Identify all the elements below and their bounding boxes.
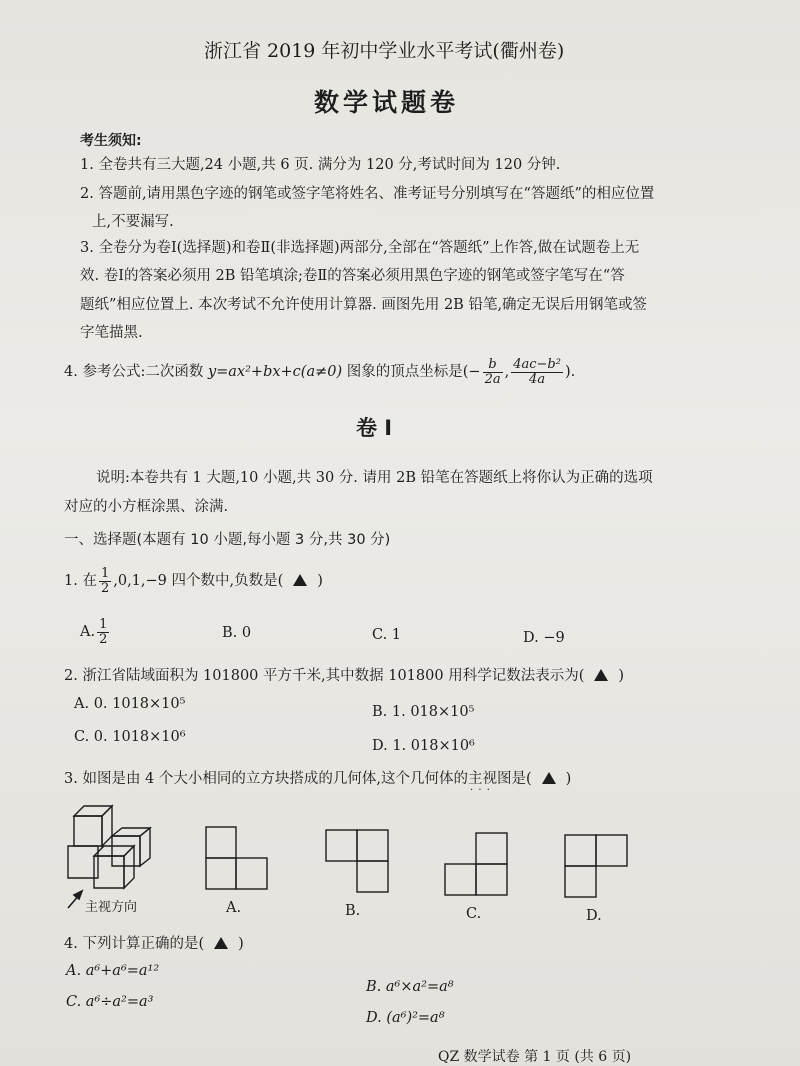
q4-stem-text: 4. 下列计算正确的是( [64,936,205,952]
cube-face [112,836,140,866]
section-description-line-2: 对应的小方框涂黑、涂满. [64,499,229,515]
notice-heading: 考生须知: [80,133,142,149]
cube-face [124,846,134,888]
q4-option-a[interactable]: A. a⁶+a⁶=a¹² [66,963,160,979]
answer-blank-triangle-icon [293,574,307,586]
square-cell [445,864,476,895]
notice-item-3-line-1: 3. 全卷分为卷Ⅰ(选择题)和卷Ⅱ(非选择题)两部分,全部在“答题纸”上作答,做在试题卷上无 [80,240,640,256]
q1-option-b[interactable]: B. 0 [222,625,252,641]
q3-close: ) [565,771,572,787]
view-direction-label: 主视方向 [85,900,138,915]
square-cell [206,827,236,858]
q1-fraction-denominator: 2 [100,580,110,596]
fraction-2-denominator: 4a [529,371,546,387]
q1-option-a-fraction [97,618,109,646]
q3-option-d-figure[interactable] [564,834,634,904]
q1-fraction [99,567,111,595]
q3-option-c-label: C. [466,906,482,922]
direction-arrow-head [74,891,82,899]
q4-close: ) [238,936,244,952]
section-description-line-1 [96,470,653,487]
q3-stem-text-a: 3. 如图是由 4 个大小相同的立方块搭成的几何体,这个几何体的 [64,771,468,787]
formula-prefix: 4. 参考公式:二次函数 [64,364,204,381]
q1-close: ) [317,573,323,590]
q3-stem-text-b: 是( [511,771,532,787]
notice-item-4: 4. 参考公式:二次函数 y=ax²+bx+c(a≠0) 图象的顶点坐标是(− $\frac{b}{2a}$ , $\frac{\text{4ac−b²}}{4a}$ ). [64,357,576,387]
cube-solid-figure [60,800,160,910]
question-2-stem [64,668,624,685]
formula-function: y=ax²+bx+c(a≠0) [207,364,343,381]
q3-option-b-label: B. [345,903,361,919]
q3-option-d-label: D. [586,908,602,924]
square-cell [357,830,388,861]
square-cell [476,864,507,895]
part-heading: 一、选择题(本题有 10 小题,每小题 3 分,共 30 分) [64,532,391,548]
q1-prefix: 1. 在 [64,573,97,590]
question-1-stem [64,567,323,595]
q3-option-a-figure[interactable] [205,826,275,896]
exam-title: 浙江省 2019 年初中学业水平考试(衢州卷) [204,40,565,62]
square-cell [357,861,388,892]
square-cell [565,866,596,897]
square-cell [596,835,627,866]
notice-item-1: 1. 全卷共有三大题,24 小题,共 6 页. 满分为 120 分,考试时间为 120 分钟. [80,157,561,173]
paper-title: 数学试题卷 [314,88,460,117]
square-cell [206,858,236,889]
q4-option-b[interactable]: B. a⁶×a²=a⁸ [366,979,454,995]
square-cell [326,830,357,861]
q2-option-a[interactable]: A. 0. 1018×10⁵ [74,696,186,712]
notice-item-3-line-4: 字笔描黑. [80,325,143,341]
q3-option-a-label: A. [226,900,242,916]
answer-blank-triangle-icon [214,937,228,949]
q2-close: ) [618,668,625,684]
cube-face [94,846,134,856]
notice-item-3-line-2: 效. 卷Ⅰ的答案必须用 2B 铅笔填涂;卷Ⅱ的答案必须用黑色字迹的钢笔或签字笔写在“答 [80,268,625,284]
fraction-1-denominator: 2a [484,371,501,387]
q1-option-a-label: A. [80,624,96,641]
q1-fraction-numerator: 1 [100,566,110,581]
fraction-2-numerator: 4ac−b² [513,357,561,372]
q4-option-d[interactable]: D. (a⁶)²=a⁸ [366,1010,445,1026]
formula-fraction-1 [483,358,503,386]
section-description-text: 说明:本卷共有 1 大题,10 小题,共 30 分. 请用 2B 铅笔在答题纸上将你认为正确的选项 [96,470,653,486]
cube-face [140,828,150,866]
formula-mid: 图象的顶点坐标是(− [346,364,481,381]
formula-end: ). [564,364,576,381]
q2-option-d[interactable]: D. 1. 018×10⁶ [372,738,475,754]
q2-option-b[interactable]: B. 1. 018×10⁵ [372,704,475,720]
q3-option-c-figure[interactable] [444,832,514,902]
section-title: 卷 Ⅰ [356,416,393,440]
q2-option-c[interactable]: C. 0. 1018×10⁶ [74,729,186,745]
square-cell [565,835,596,866]
formula-fraction-2 [511,358,563,386]
q1-option-c[interactable]: C. 1 [372,627,402,643]
question-4-stem [64,936,244,953]
square-cell [236,858,267,889]
fraction-1-numerator: b [483,358,503,373]
q1-option-a-denominator: 2 [99,631,108,647]
q2-stem-text: 2. 浙江省陆域面积为 101800 平方千米,其中数据 101800 用科学记数法表示为( [64,668,585,684]
q1-option-d[interactable]: D. −9 [523,630,565,646]
answer-blank-triangle-icon [594,669,608,681]
cube-face [102,806,112,846]
notice-item-2-line-2: 上,不要漏写. [92,214,174,230]
q3-emphasis: 主视图 · · · [468,771,512,787]
q4-option-c[interactable]: C. a⁶÷a²=a³ [66,994,154,1010]
q1-suffix: ,0,1,−9 四个数中,负数是( [113,573,284,590]
square-cell [476,833,507,864]
question-3-stem [64,771,571,788]
q3-option-b-figure[interactable] [325,829,395,899]
q1-option-a[interactable] [80,618,111,646]
cube-face [74,816,102,846]
notice-item-2-line-1: 2. 答题前,请用黑色字迹的钢笔或签字笔将姓名、准考证号分别填写在“答题纸”的相应位置 [80,186,655,202]
notice-item-3-line-3: 题纸”相应位置上. 本次考试不允许使用计算器. 画图先用 2B 铅笔,确定无误后用钢笔或签 [80,297,648,313]
answer-blank-triangle-icon [542,772,556,784]
q1-option-a-numerator: 1 [99,617,108,632]
page-footer: QZ 数学试卷 第 1 页 (共 6 页) [438,1049,632,1065]
